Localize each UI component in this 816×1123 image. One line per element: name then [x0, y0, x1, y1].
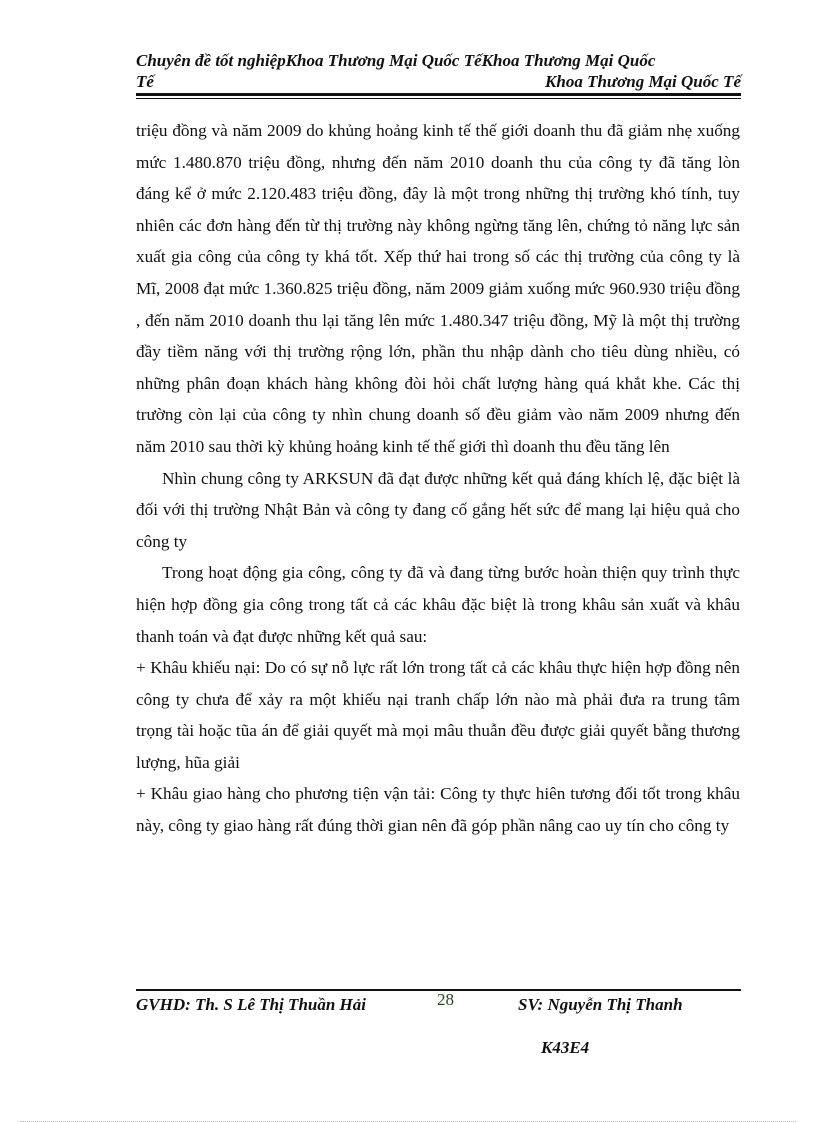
page-header [136, 50, 741, 92]
footer-class-code: K43E4 [541, 1038, 590, 1057]
header-rule-thin [136, 98, 741, 99]
header-line-1: Chuyên đề tốt nghiệpKhoa Thương Mại Quốc TếKhoa Thương Mại Quốc [136, 51, 656, 70]
footer-supervisor: GVHD: Th. S Lê Thị Thuần Hải [136, 995, 367, 1014]
paragraph-overall-results: Nhìn chung công ty ARKSUN đã đạt được những kết quả đáng khích lệ, đặc biệt là đối với thị trường Nhật Bản và công ty đang cố gắng hết sức để mang lại hiệu quả cho công ty [136, 468, 740, 551]
document-body [136, 115, 740, 842]
footer-student: SV: Nguyễn Thị Thanh [518, 995, 683, 1014]
header-line-2-left: Tế [136, 72, 154, 91]
header-rule-thick [136, 93, 741, 96]
paragraph-market-revenue: triệu đồng và năm 2009 do khủng hoảng kinh tế thế giới doanh thu đã giảm nhẹ xuống mức 1.480.870 triệu đồng, nhưng đến năm 2010 doanh thu của công ty đã tăng lòn đáng kể ở mức 2.120.483 triệu đồng, đây là một trong những thị trường khó tính, tuy nhiên các đơn hàng đến từ thị trường này không ngừng tăng lên, chứng tỏ năng lực sản xuất gia công của công ty khá tốt. Xếp thứ hai trong số các thị trường của công ty là Mĩ, 2008 đạt mức 1.360.825 triệu đồng, năm 2009 giảm xuống mức 960.930 triệu đồng , đến năm 2010 doanh thu lại tăng lên mức 1.480.347 triệu đồng, Mỹ là một thị trường đầy tiềm năng với thị trường rộng lớn, phần thu nhập dành cho tiêu dùng nhiều, có những phân đoạn khách hàng không đòi hỏi chất lượng hàng quá khắt khe. Các thị trường còn lại của công ty nhìn chung doanh số đều giảm vào năm 2009 nhưng đến năm 2010 sau thời kỳ khủng hoảng kinh tế thế giới thì doanh thu đều tăng lên [136, 121, 740, 456]
header-line-2 [136, 71, 741, 92]
paragraph-delivery-stage: + Khâu giao hàng cho phương tiện vận tải: Công ty thực hiên tương đối tốt trong khâu này, công ty giao hàng rất đúng thời gian nên đã góp phần nâng cao uy tín cho công ty [136, 784, 740, 836]
page-number: 28 [437, 990, 454, 1009]
paragraph-processing-activity: Trong hoạt động gia công, công ty đã và đang từng bước hoàn thiện quy trình thực hiện hợp đồng gia công trong tất cả các khâu đặc biệt là trong khâu sản xuất và khâu thanh toán và đạt được những kết quả sau: [136, 563, 740, 646]
page-bottom-border [20, 1121, 796, 1122]
header-line-2-right: Khoa Thương Mại Quốc Tế [545, 72, 741, 91]
paragraph-complaints-stage: + Khâu khiếu nại: Do có sự nỗ lực rất lớn trong tất cả các khâu thực hiện hợp đồng nên công ty chưa để xảy ra một khiếu nại tranh chấp lớn nào mà phải đưa ra trung tâm trọng tài hoặc tũa án để giải quyết mà mọi mâu thuẫn đều được giải quyết bằng thương lượng, hũa giải [136, 658, 740, 772]
